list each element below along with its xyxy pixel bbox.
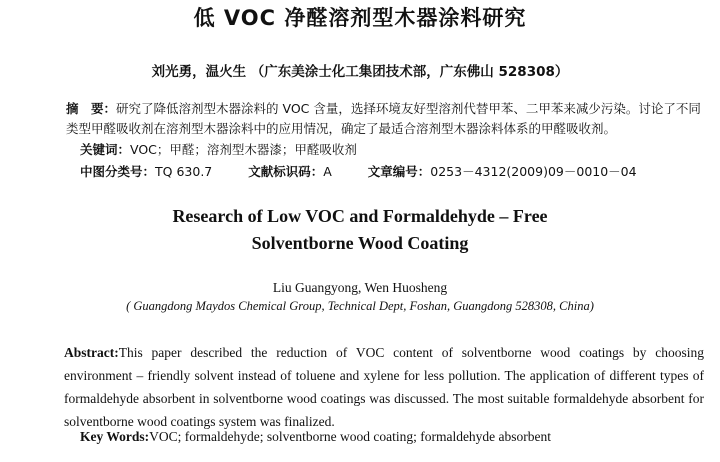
english-title xyxy=(0,203,720,257)
english-authors: Liu Guangyong, Wen Huosheng xyxy=(272,280,448,295)
chinese-keywords-label: 关键词： xyxy=(80,142,131,157)
english-keywords-label: Key Words: xyxy=(80,429,150,444)
article-no-label: 文章编号： xyxy=(367,164,431,179)
english-abstract xyxy=(64,341,704,433)
english-affiliation: ( Guangdong Maydos Chemical Group, Technical Dept, Foshan, Guangdong 528308, China) xyxy=(126,299,594,313)
english-abstract-label: Abstract: xyxy=(64,345,119,360)
doc-code-label: 文献标识码： xyxy=(248,164,324,179)
english-abstract-text: This paper described the reduction of VOC content of solventborne wood coatings by choosing environment – friendly solvent instead of toluene and xylene for less pollution. The application of different types of formaldehyde absorbent in solventborne wood coatings was discussed. The most suitable formaldehyde absorbent for solventborne wood coatings system was finalized. xyxy=(64,345,704,429)
english-title-line-1: Research of Low VOC and Formaldehyde – Free xyxy=(172,206,548,226)
chinese-abstract xyxy=(66,99,706,139)
chinese-keywords xyxy=(80,140,357,158)
english-keywords-text: VOC; formaldehyde; solventborne wood coating; formaldehyde absorbent xyxy=(149,429,552,444)
english-title-line-2: Solventborne Wood Coating xyxy=(251,233,469,253)
doc-code-value: A xyxy=(323,164,332,179)
chinese-authors: 刘光勇，温火生 （广东美涂士化工集团技术部，广东佛山 528308） xyxy=(151,64,569,80)
chinese-classification-line xyxy=(80,162,637,180)
chinese-abstract-label: 摘 要： xyxy=(66,101,117,116)
clc-label: 中图分类号： xyxy=(80,164,156,179)
article-no-value: 0253－4312(2009)09－0010－04 xyxy=(430,164,637,179)
chinese-keywords-text: VOC；甲醛；溶剂型木器漆；甲醛吸收剂 xyxy=(130,142,357,157)
chinese-title: 低 VOC 净醛溶剂型木器涂料研究 xyxy=(193,6,527,30)
english-keywords xyxy=(80,429,551,445)
chinese-abstract-text: 研究了降低溶剂型木器涂料的 VOC 含量，选择环境友好型溶剂代替甲苯、二甲苯来减少污染。讨论了不同类型甲醛吸收剂在溶剂型木器涂料中的应用情况，确定了最适合溶剂型木器涂料体系的甲醛吸收剂。 xyxy=(66,101,701,136)
clc-value: TQ 630.7 xyxy=(155,164,213,179)
